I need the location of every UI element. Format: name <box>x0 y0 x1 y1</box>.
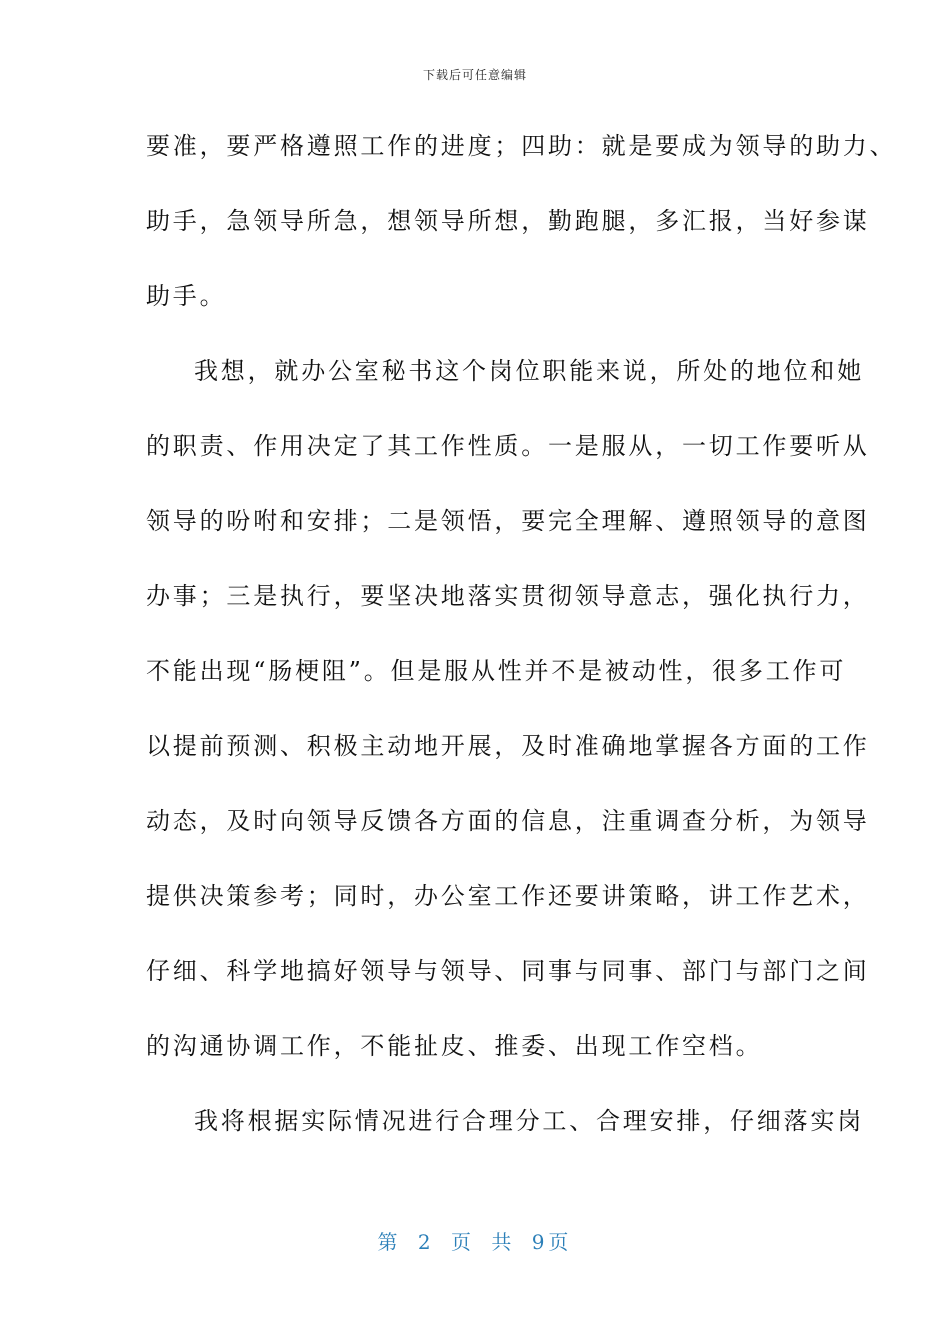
text-line: 仔细、科学地搞好领导与领导、同事与同事、部门与部门之间 <box>146 957 870 985</box>
page-number-footer: 第 2 页 共 9页 <box>377 1230 573 1254</box>
text-line: 的职责、作用决定了其工作性质。一是服从，一切工作要听从 <box>146 432 870 460</box>
paragraph-first-line: 我将根据实际情况进行合理分工、合理安排，仔细落实岗 <box>194 1107 864 1135</box>
text-line: 助手。 <box>146 282 227 310</box>
text-line: 以提前预测、积极主动地开展，及时准确地掌握各方面的工作 <box>146 732 870 760</box>
text-line: 提供决策参考；同时，办公室工作还要讲策略，讲工作艺术， <box>146 882 870 910</box>
page-header: 下载后可任意编辑 <box>422 68 527 82</box>
text-line: 领导的吩咐和安排；二是领悟，要完全理解、遵照领导的意图 <box>146 507 870 535</box>
text-line: 动态，及时向领导反馈各方面的信息，注重调查分析，为领导 <box>146 807 870 835</box>
text-line: 助手，急领导所急，想领导所想，勤跑腿，多汇报，当好参谋 <box>146 207 870 235</box>
text-line: 办事；三是执行，要坚决地落实贯彻领导意志，强化执行力， <box>146 582 870 610</box>
text-line: 的沟通协调工作，不能扯皮、推委、出现工作空档。 <box>146 1032 763 1060</box>
text-line: 要准，要严格遵照工作的进度；四助：就是要成为领导的助力、 <box>146 132 897 160</box>
paragraph-first-line: 我想，就办公室秘书这个岗位职能来说，所处的地位和她 <box>194 357 864 385</box>
text-line: 不能出现“肠梗阻”。但是服从性并不是被动性，很多工作可 <box>146 657 847 685</box>
